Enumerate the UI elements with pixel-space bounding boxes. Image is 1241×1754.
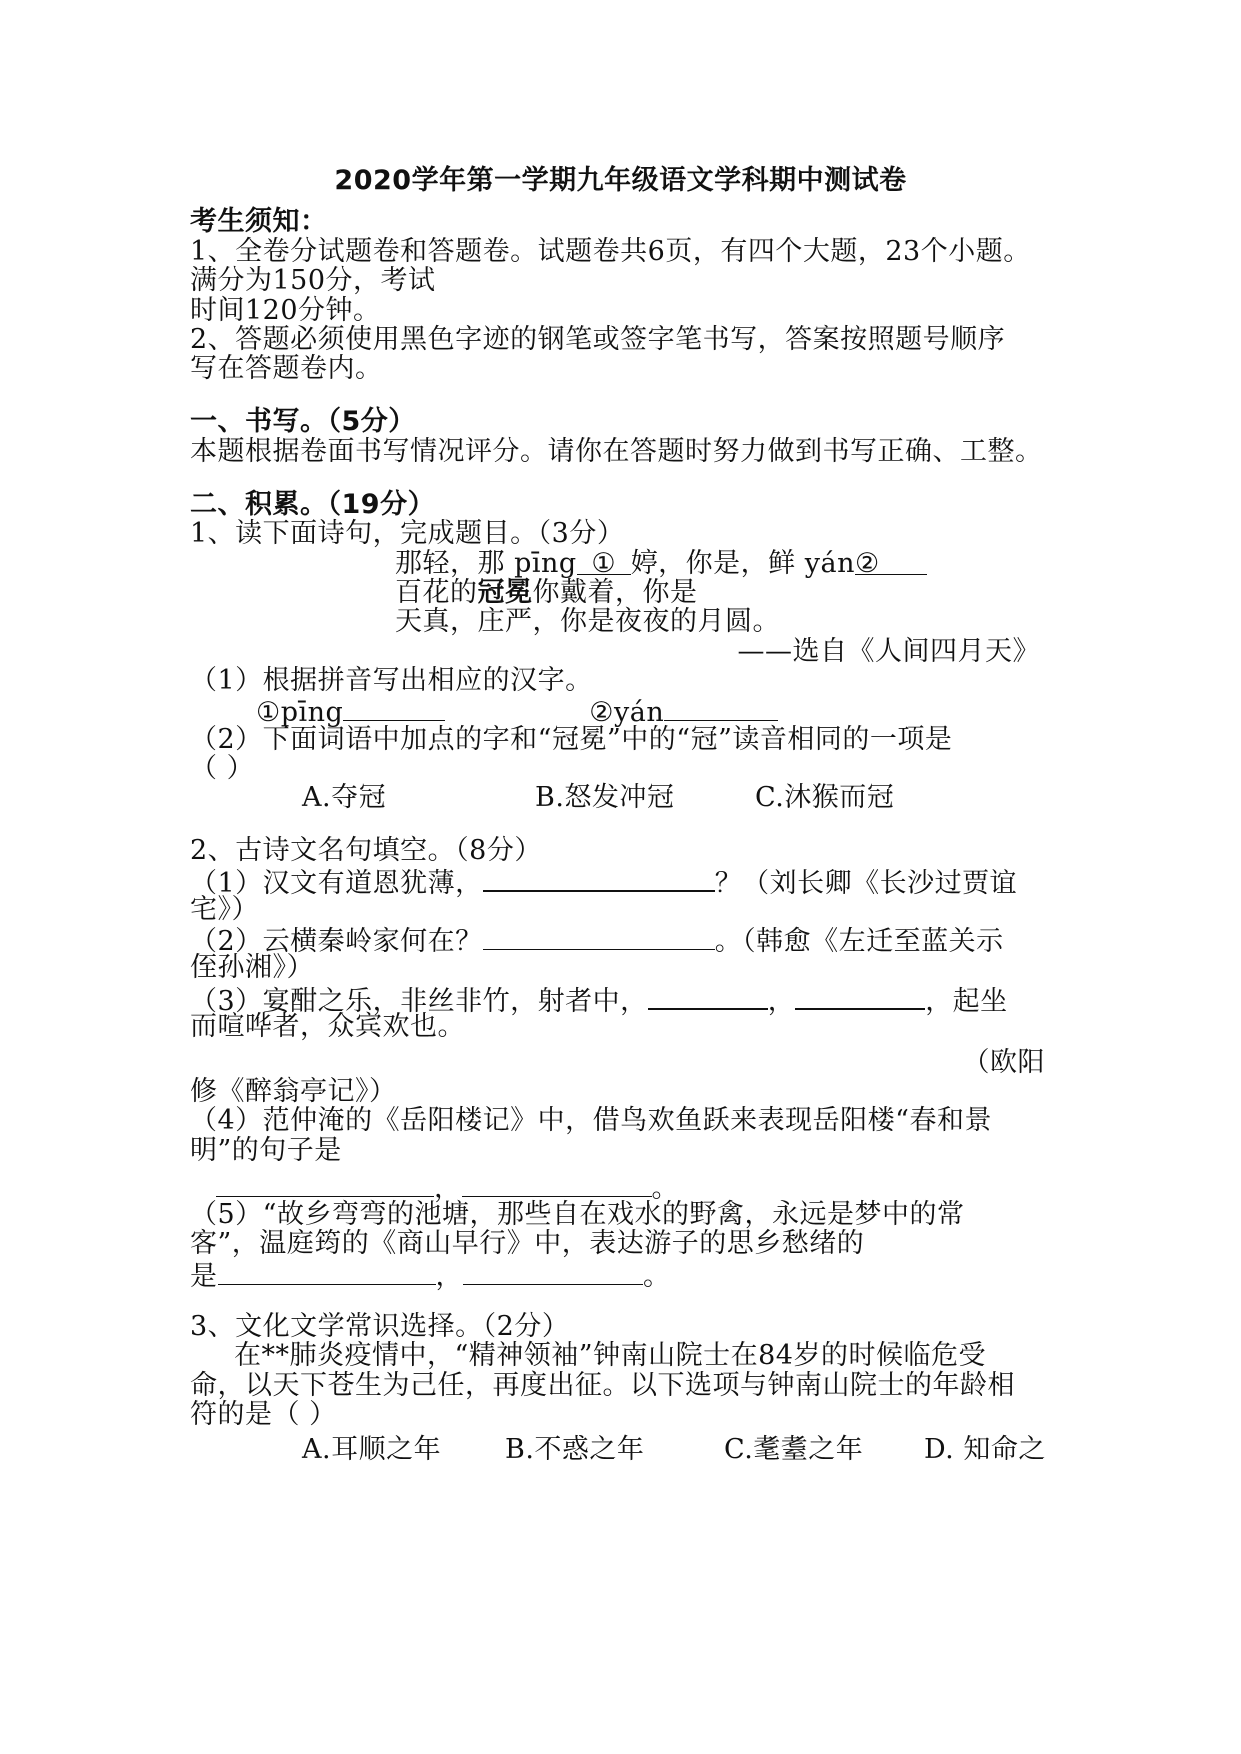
q2-s1-a: （1）汉文有道恩犹薄，	[190, 868, 483, 899]
q2-stem: 2、古诗文名句填空。（8分）	[190, 835, 542, 866]
q2-s1-b: ？（刘长卿《长沙过贾谊	[714, 868, 1018, 899]
blank-2[interactable]	[855, 548, 927, 579]
section-1-heading: 一、书写。（5分）	[190, 406, 416, 437]
q2-s3-cont: 而喧哗者，众宾欢也。	[190, 1011, 465, 1042]
poem-line-2	[395, 577, 955, 609]
notice-line-2: 满分为150分，考试	[190, 265, 436, 296]
section-2-heading: 二、积累。（19分）	[190, 489, 436, 520]
poem-line-1-a: 那轻，那 pīng	[395, 548, 577, 579]
q1-option-a[interactable]: A.夺冠	[302, 782, 387, 813]
q2-s3-a: （3）宴酣之乐，非丝非竹，射者中，	[190, 986, 648, 1017]
q2-s1-cont: 宅》）	[190, 894, 259, 925]
notice-line-5: 写在答题卷内。	[190, 353, 383, 384]
q3-option-d[interactable]: D. 知命之	[924, 1434, 1046, 1465]
poem-line-1	[395, 548, 955, 580]
blank-1[interactable]	[577, 548, 631, 579]
q1-sub1-b-label: ②yán	[589, 697, 665, 728]
poem-line-2-a: 百花的	[395, 577, 478, 608]
q1-sub1: （1）根据拼音写出相应的汉字。	[190, 665, 593, 696]
q2-s4-blank-2[interactable]	[462, 1170, 652, 1197]
q2-s3-b: ，起坐	[925, 986, 1008, 1017]
q2-s5-cont: 客”，温庭筠的《商山早行》中，表达游子的思乡愁绪的	[190, 1228, 865, 1259]
section-1-body: 本题根据卷面书写情况评分。请你在答题时努力做到书写正确、工整。	[190, 436, 1043, 467]
poem-line-3: 天真，庄严，你是夜夜的月圆。	[395, 606, 780, 637]
notice-heading: 考生须知：	[190, 206, 328, 237]
q2-s5-answers	[190, 1258, 1060, 1293]
poem-source: ——选自《人间四月天》	[737, 636, 1040, 667]
notice-line-4: 2、答题必须使用黑色字迹的钢笔或签字笔书写，答案按照题号顺序	[190, 324, 1006, 355]
blank-1-mark: ①	[591, 548, 617, 579]
q2-s5: （5）“故乡弯弯的池塘，那些自在戏水的野禽，永远是梦中的常	[190, 1199, 965, 1230]
notice-line-1: 1、全卷分试题卷和答题卷。试题卷共6页，有四个大题，23个小题。	[190, 236, 1031, 267]
q1-sub2-paren: （ ）	[190, 753, 255, 784]
q1-sub1-a-label: ①pīng	[256, 697, 344, 728]
q2-s4-blank-1[interactable]	[216, 1170, 434, 1197]
q1-option-b[interactable]: B.怒发冲冠	[535, 782, 675, 813]
q2-s3-author: （欧阳	[962, 1047, 1045, 1078]
q1-options	[190, 782, 1060, 814]
poem-line-1-b: 婷，你是，鲜 yán	[630, 548, 856, 579]
q2-s5-comma: ，	[435, 1261, 463, 1292]
poem-line-2-bold: 冠冕	[477, 577, 533, 608]
q2-s4-end: 。	[651, 1173, 679, 1204]
q2-s4: （4）范仲淹的《岳阳楼记》中，借鸟欢鱼跃来表现岳阳楼“春和景	[190, 1105, 992, 1136]
q1-sub2: （2）下面词语中加点的字和“冠冕”中的“冠”读音相同的一项是	[190, 724, 953, 755]
q3-para-1	[190, 1340, 1060, 1372]
poem-line-2-b: 你戴着，你是	[532, 577, 698, 608]
q3-option-b[interactable]: B.不惑之年	[505, 1434, 645, 1465]
page-title: 2020学年第一学期九年级语文学科期中测试卷	[334, 165, 907, 196]
q2-s1-blank[interactable]	[483, 864, 715, 892]
q3-option-c[interactable]: C.耄耋之年	[724, 1434, 864, 1465]
q3-options	[190, 1434, 1060, 1466]
q3-para-1-text: 在**肺炎疫情中，“精神领袖”钟南山院士在84岁的时候临危受	[234, 1340, 986, 1371]
q3-para-2: 命，以天下苍生为己任，再度出征。以下选项与钟南山院士的年龄相	[190, 1370, 1015, 1401]
q1-stem: 1、读下面诗句，完成题目。（3分）	[190, 518, 625, 549]
q2-s3-blank-1[interactable]	[648, 982, 768, 1010]
q2-s4-comma: ，	[434, 1173, 462, 1204]
q2-s2-a: （2）云横秦岭家何在？	[190, 926, 483, 957]
q2-s2-blank[interactable]	[483, 923, 715, 950]
q2-s3-blank-2[interactable]	[795, 982, 925, 1010]
q1-option-c[interactable]: C.沐猴而冠	[755, 782, 895, 813]
q3-option-a[interactable]: A.耳顺之年	[302, 1434, 442, 1465]
q2-s2-b: 。（韩愈《左迁至蓝关示	[714, 926, 1004, 957]
q2-s3-source: 修《醉翁亭记》）	[190, 1076, 397, 1107]
q2-s5-blank-1[interactable]	[218, 1258, 436, 1285]
q2-s4-cont: 明”的句子是	[190, 1135, 342, 1166]
q2-s5-c: 是	[190, 1261, 218, 1292]
q3-stem: 3、文化文学常识选择。（2分）	[190, 1311, 570, 1342]
notice-line-3: 时间120分钟。	[190, 295, 381, 326]
answer-blank-ping[interactable]	[343, 694, 445, 721]
q2-s2-cont: 侄孙湘》）	[190, 952, 314, 983]
q2-s3-comma: ，	[767, 986, 796, 1017]
q3-para-3: 符的是（ ）	[190, 1399, 337, 1430]
blank-2-mark: ②	[855, 548, 880, 579]
q2-s5-blank-2[interactable]	[463, 1258, 643, 1285]
answer-blank-yan[interactable]	[664, 694, 778, 721]
q2-s5-end: 。	[643, 1261, 671, 1292]
